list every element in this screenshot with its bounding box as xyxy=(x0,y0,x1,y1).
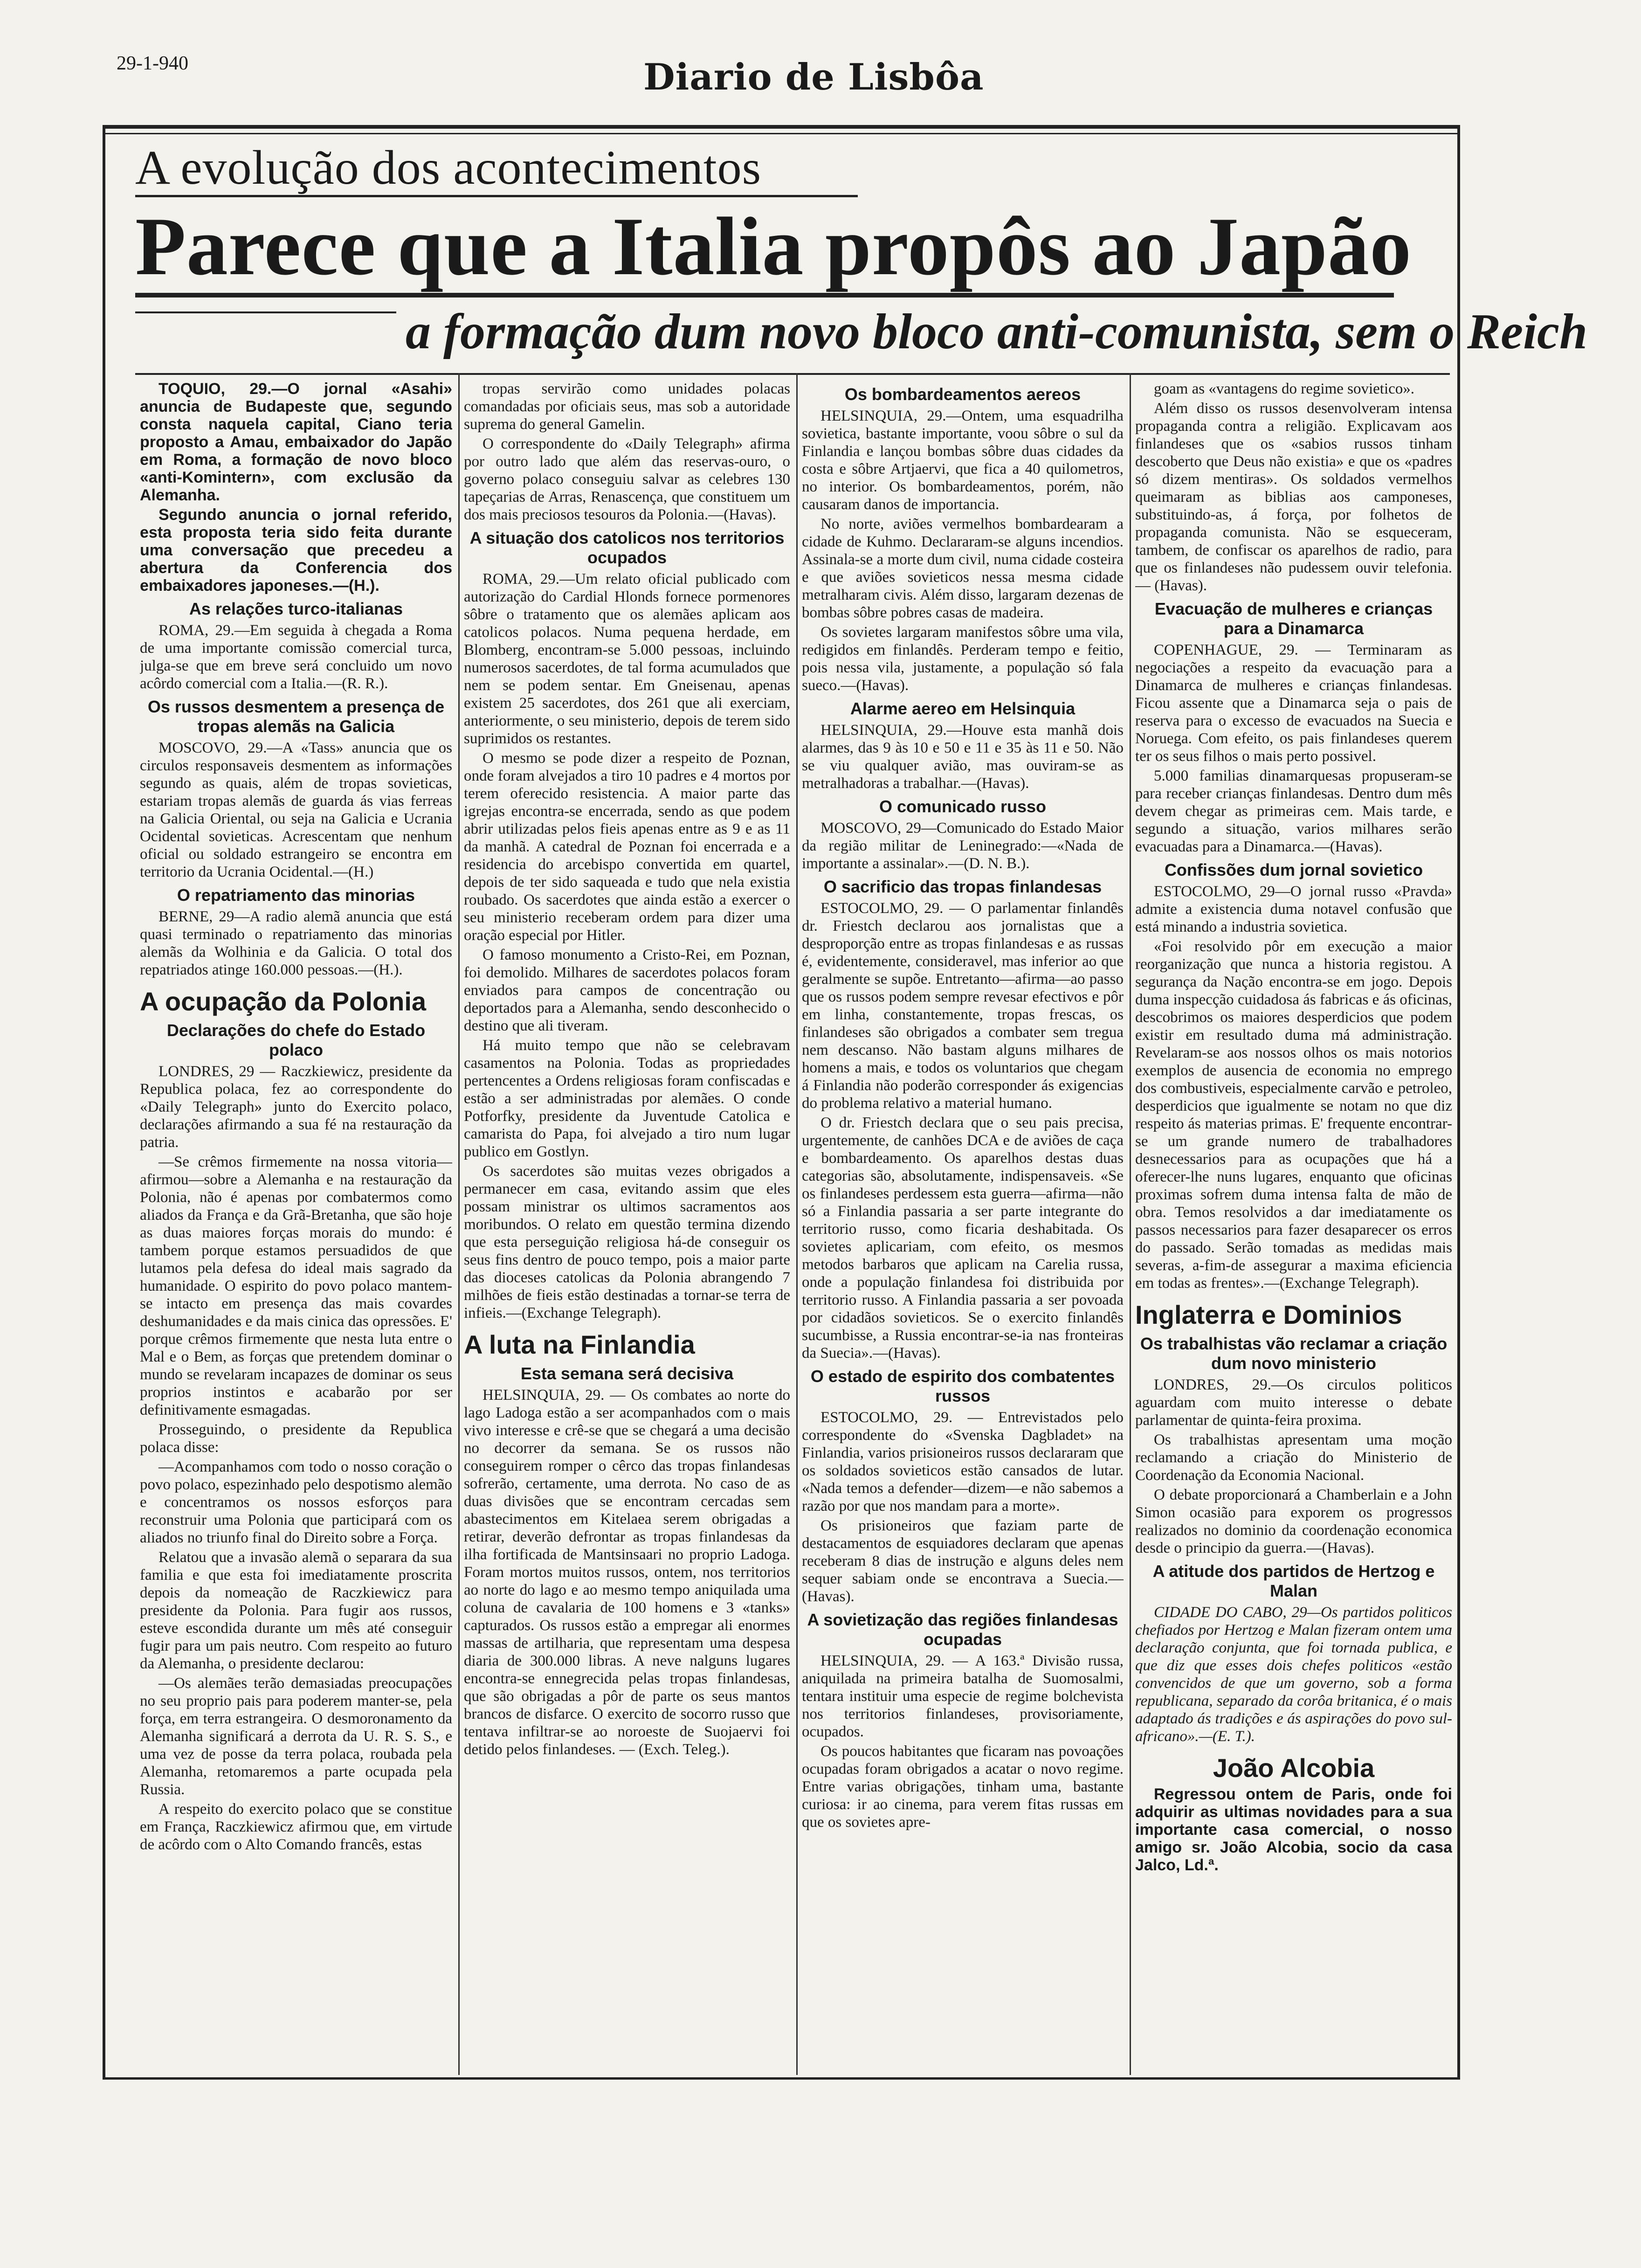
column-divider xyxy=(1130,373,1131,2075)
article-paragraph: Prosseguindo, o presidente da Republica polaca disse: xyxy=(140,1421,452,1456)
article-paragraph: HELSINQUIA, 29. — Os combates ao norte do lago Ladoga estão a ser acompanhados com o mais vivo interesse e crê-se que se chegará a uma decisão no decorrer da semana. Se os russos não conseguirem romper o cêrco das tropas finlandesas sofrerão, certamente, uma derrota. No caso de as duas divisões que se encontram cercadas sem abastecimentos em Kitelaea serem obrigadas a retirar, deverão defrontar as tropas finlandesas da ilha fortificada de Mantsinsaari no proprio Ladoga. Foram mortos muitos russos, ontem, nos territorios ao norte do lago e ao mesmo tempo aniquilada uma coluna de cavalaria de 100 homens e 3 «tanks» capturados. Os russos estão a empregar ali enormes massas de artilharia, que representam uma despesa diaria de 300.000 libras. A neve nalguns lugares encontra-se ennegrecida pelas tropas finlandesas, que são obrigadas a pôr de parte os seus mantos brancos de disfarce. O exercito de socorro russo que tentava infiltrar-se ao noroeste de Suojaervi foi detido pelos finlandeses. — (Exch. Teleg.). xyxy=(464,1387,790,1758)
section-heading: Confissões dum jornal sovietico xyxy=(1164,860,1423,879)
article-paragraph: COPENHAGUE, 29. — Terminaram as negociações a respeito da evacuação para a Dinamarca de mulheres e crianças finlandesas. Ficou assente que a Dinamarca seja o pais de reserva para o excesso de evacuados na Suecia e Noruega. Com efeito, os pais finlandeses querem ter os seus filhos o mais perto possivel. xyxy=(1135,642,1452,765)
section-heading: A situação dos catolicos nos territorios ocupados xyxy=(469,528,785,567)
article-paragraph: ROMA, 29.—Em seguida à chegada a Roma de uma importante comissão comercial turca, julga-se que em breve será concluido um novo acôrdo comercial com a Italia.—(R. R.). xyxy=(140,622,452,692)
headline-subtitle: a formação dum novo bloco anti-comunista, sem o Reich xyxy=(406,304,1588,360)
article-paragraph: HELSINQUIA, 29.—Ontem, uma esquadrilha sovietica, bastante importante, voou sôbre o sul da Finlandia e lançou bombas sôbre duas cidades da costa e sôbre Artjaervi, que fica a 40 quilometros, no interior. Os bombardeamentos, porém, não causaram danos de importancia. xyxy=(802,408,1124,513)
article-paragraph: LONDRES, 29 — Raczkiewicz, presidente da Republica polaca, fez ao correspondente do «Daily Telegraph» junto do Exercito polaco, declarações afirmando a sua fé na restauração da patria. xyxy=(140,1063,452,1151)
article-paragraph: Os sovietes largaram manifestos sôbre uma vila, redigidos em finlandês. Perderam tempo e feitio, pois nessa vila, justamente, a população só fala sueco.—(Havas). xyxy=(802,624,1124,694)
section-heading: A sovietização das regiões finlandesas ocupadas xyxy=(807,1610,1118,1649)
column-4 xyxy=(1135,380,1452,2077)
article-paragraph: —Se crêmos firmemente na nossa vitoria—afirmou—sobre a Alemanha e na restauração da Polonia, não é apenas por combatermos como aliados da França e da Grã-Bretanha, que são hoje as duas maiores forças morais do mundo: é tambem porque estamos persuadidos de que lutamos pela defesa do ideal mais sagrado da humanidade. O espirito do povo polaco mantem-se intacto em presença das mais covardes deshumanidades e da mais cinica das opressões. E' porque crêmos firmemente que nesta luta entre o Mal e o Bem, as forças que pretendem dominar o mundo se revelaram incapazes de dominar os seus proprios instintos e acabarão por ser definitivamente esmagadas. xyxy=(140,1154,452,1418)
article-paragraph: A respeito do exercito polaco que se constitue em França, Raczkiewicz afirmou que, em virtude de acôrdo com o Alto Comando francês, estas xyxy=(140,1801,452,1853)
article-paragraph: MOSCOVO, 29—Comunicado do Estado Maior da região militar de Leninegrado:—«Nada de importante a assinalar».—(D. N. B.). xyxy=(802,820,1124,872)
section-heading: A atitude dos partidos de Hertzog e Malan xyxy=(1152,1562,1435,1600)
article-paragraph: O debate proporcionará a Chamberlain e a John Simon ocasião para exporem os progressos realizados no dominio da coordenação economica desde o principio da guerra.—(Havas). xyxy=(1135,1487,1452,1556)
section-heading: Evacuação de mulheres e crianças para a Dinamarca xyxy=(1154,599,1433,638)
column-2 xyxy=(464,380,790,2077)
article-paragraph: O famoso monumento a Cristo-Rei, em Poznan, foi demolido. Milhares de sacerdotes polacos foram enviados para campos de concentração ou deportados para a Alemanha, sendo desconhecido o destino que ali tiveram. xyxy=(464,947,790,1034)
article-paragraph: Além disso os russos desenvolveram intensa propaganda contra a religião. Explicavam aos finlandeses que os «sabios russos tinham descoberto que Deus não existia» e que os «padres só dizem mentiras». Os soldados vermelhos queimaram as biblias aos camponeses, substituindo-as, á força, por folhetos de propaganda comunista. Não se esqueceram, tambem, de confiscar os aparelhos de radio, para que os finlandeses não pudessem ouvir telefonia. — (Havas). xyxy=(1135,400,1452,594)
section-title: Inglaterra e Dominios xyxy=(1135,1300,1402,1329)
section-heading: Os russos desmentem a presença de tropas alemãs na Galicia xyxy=(147,697,445,736)
article-paragraph: tropas servirão como unidades polacas comandadas por oficiais seus, mas sob a autoridade suprema do general Gamelin. xyxy=(464,380,790,433)
column-3 xyxy=(802,380,1124,2077)
bottom-rule xyxy=(103,2077,1460,2080)
section-heading: Alarme aereo em Helsinquia xyxy=(850,699,1076,718)
article-paragraph: O mesmo se pode dizer a respeito de Poznan, onde foram alvejados a tiro 10 padres e 4 mortos por terem oferecido resistencia. A maior parte das igrejas encontra-se encerrada, sendo as que podem abrir utilizadas pelos fieis apenas entre as 9 e as 11 da manhã. A catedral de Poznan foi encerrada e a residencia do arcebispo convertida em quartel, depois de ter sido saqueada e tudo que nela existia roubado. Os sacerdotes que ainda estão a exercer o seu ministerio receberam ordem para dizer uma oração especial por Hitler. xyxy=(464,750,790,944)
headline-rule xyxy=(135,293,1394,297)
article-paragraph: «Foi resolvido pôr em execução a maior reorganização que nunca a historia registou. A segurança da Nação encontra-se em jogo. Depois duma inspecção cuidadosa ás fabricas e ás oficinas, descobrimos os maiores desperdicios que podem existir em resultado duma má administração. Revelaram-se aos nossos olhos os mais notorios exemplos de ausencia de economia no emprego dos combustiveis, especialmente carvão e petroleo, desperdicios que igualmente se notam no que diz respeito ás materias primas. E' frequente encontrar-se um grande numero de trabalhadores desnecessarios para as ocupações que há a oferecer-lhe nuns lugares, enquanto que oficinas proximas sofrem duma intensa falta de mão de obra. Temos resolvidos a dar imediatamente os passos necessarios para fazer desaparecer os erros do passado. Serão tomadas as medidas mais severas, a-fim-de assegurar a maxima eficiencia em todas as frentes».—(Exchange Telegraph). xyxy=(1135,938,1452,1292)
kicker-rule xyxy=(135,195,858,197)
notice-paragraph: Regressou ontem de Paris, onde foi adquirir as ultimas novidades para a sua importante casa comercial, o nosso amigo sr. João Alcobia, socio da casa Jalco, Ld.ª. xyxy=(1135,1785,1452,1874)
article-paragraph: ESTOCOLMO, 29—O jornal russo «Pravda» admite a existencia duma notavel confusão que está minando a industria sovietica. xyxy=(1135,883,1452,935)
section-heading: O sacrificio das tropas finlandesas xyxy=(823,877,1102,896)
section-heading: O estado de espirito dos combatentes russos xyxy=(810,1367,1115,1405)
subheadline-rule-left xyxy=(135,311,396,313)
article-paragraph: ROMA, 29.—Um relato oficial publicado com autorização do Cardial Hlonds fornece pormenores sôbre o tratamento que os alemães aplicam aos catolicos polacos. Numa pequena herdade, em Blomberg, encontram-se 5.000 pessoas, incluindo numerosos sacerdotes, de tal forma acumulados que nem se podem sentar. Em Gneisenau, apenas existem 25 sacerdotes, dos 261 que ali exerciam, anteriormente, o seu ministerio, depois de terem sido suprimidos os restantes. xyxy=(464,571,790,747)
section-heading: O comunicado russo xyxy=(879,797,1047,816)
subheadline-rule-bottom xyxy=(135,373,1450,375)
section-heading: Os bombardeamentos aereos xyxy=(844,385,1081,404)
article-paragraph: 5.000 familias dinamarquesas propuseram-se para receber crianças finlandesas. Dentro dum mês devem chegar as primeiras cem. Mais tarde, e segundo a situação, varios milhares serão evacuadas para a Dinamarca.—(Havas). xyxy=(1135,768,1452,855)
article-paragraph: Os trabalhistas apresentam uma moção reclamando a criação do Ministerio de Coordenação da Economia Nacional. xyxy=(1135,1431,1452,1484)
article-paragraph: HELSINQUIA, 29. — A 163.ª Divisão russa, aniquilada na primeira batalha de Suomosalmi, tentara instituir uma especie de regime bolchevista nos territorios finlandeses, provisoriamente, ocupados. xyxy=(802,1653,1124,1740)
section-heading: O repatriamento das minorias xyxy=(177,885,415,905)
headline-title: Parece que a Italia propôs ao Japão xyxy=(135,200,1412,292)
article-paragraph: BERNE, 29—A radio alemã anuncia que está quasi terminado o repatriamento das minorias alemãs da Wolhinia e da Galicia. O total dos repatriados atinge 160.000 pessoas.—(H.). xyxy=(140,908,452,978)
article-paragraph: No norte, aviões vermelhos bombardearam a cidade de Kuhmo. Declararam-se alguns incendios. Assinala-se a morte dum civil, numa cidade costeira e que aviões sovieticos nessa mesma cidade metralharam civis. Além disso, largaram dezenas de bombas sôbre pobres casas de madeira. xyxy=(802,516,1124,621)
article-paragraph: ESTOCOLMO, 29. — Entrevistados pelo correspondente do «Svenska Dagbladet» na Finlandia, varios prisioneiros russos declararam que os soldados sovieticos estão cansados de lutar. «Nada temos a defender—dizem—e não sabemos a razão por que nos mandam para a morte». xyxy=(802,1409,1124,1514)
column-1 xyxy=(140,380,452,2077)
article-paragraph: MOSCOVO, 29.—A «Tass» anuncia que os circulos responsaveis desmentem as informações segundo as quais, além de tropas sovieticas, estariam tropas alemãs de guarda ás vias ferreas na Galicia Oriental, ou seja na Galicia e Ucrania Ocidental sovieticas. Acrescentam que nenhum oficial ou soldado estrangeiro se encontra em territorio da Ucrania Ocidental.—(H.) xyxy=(140,740,452,880)
article-paragraph: —Os alemães terão demasiadas preocupações no seu proprio pais para poderem manter-se, pela força, em terra estrangeira. O desmoronamento da Alemanha significará a derrota da U. R. S. S., e uma vez de posse da terra polaca, roubada pela Alemanha, retomaremos a parte ocupada pela Russia. xyxy=(140,1675,452,1798)
article-paragraph: ESTOCOLMO, 29. — O parlamentar finlandês dr. Friestch declarou aos jornalistas que a desproporção entre as tropas finlandesas e as russas é, evidentemente, consideravel, mas inferior ao que geralmente se supõe. Entretanto—afirma—ao passo que os russos podem sempre revesar efectivos e pôr em linha, constantemente, tropas frescas, os finlandeses são obrigados a combater sem tregua nem descanso. Não bastam alguns milhares de homens a mais, e todos os voluntarios que chegam á Finlandia não poderão corresponder ás exigencias do problema relativo a material humano. xyxy=(802,900,1124,1112)
masthead: Diario de Lisbôa xyxy=(643,56,984,98)
section-title: A luta na Finlandia xyxy=(464,1330,695,1359)
section-title: João Alcobia xyxy=(1213,1753,1375,1783)
article-paragraph: —Acompanhamos com todo o nosso coração o povo polaco, espezinhado pelo despotismo alemão e concentramos os nossos esforços para reconstruir uma Polonia que participará com os aliados no triunfo final do Direito sobre a Força. xyxy=(140,1459,452,1546)
section-subtitle: Declarações do chefe do Estado polaco xyxy=(166,1021,426,1059)
column-divider xyxy=(796,373,798,2075)
section-title: A ocupação da Polonia xyxy=(140,987,427,1016)
section-heading: As relações turco-italianas xyxy=(189,599,403,618)
article-paragraph: Os prisioneiros que faziam parte de destacamentos de esquiadores declaram que apenas receberam 8 dias de instrução e alguns deles nem sequer sabiam onde se encontrava a Suecia.—(Havas). xyxy=(802,1517,1124,1605)
article-paragraph: goam as «vantagens do regime sovietico». xyxy=(1154,380,1415,397)
article-paragraph: HELSINQUIA, 29.—Houve esta manhã dois alarmes, das 9 às 10 e 50 e 11 e 35 às 11 e 50. Não se viu qualquer avião, mas ouviram-se as metralhadoras a trabalhar.—(Havas). xyxy=(802,722,1124,792)
article-paragraph: O dr. Friestch declara que o seu pais precisa, urgentemente, de canhões DCA e de aviões de caça e bombardeamento. Os aparelhos destas duas categorias são, absolutamente, indispensaveis. «Se os finlandeses perdessem esta guerra—afirma—não só a Finlandia passaria a ser parte integrante do territorio russo, como ficaria deshabitada. Os sovietes aplicariam, com efeito, os mesmos metodos barbaros que aplicam na Carelia russa, onde a população finlandesa foi distribuida por territorio russo. A Finlandia passaria a ser povoada por cidadãos sovieticos. Se o exercito finlandês sucumbisse, a Russia encontrar-se-ia nas fronteiras da Suecia».—(Havas). xyxy=(802,1114,1124,1362)
lead-paragraph-2: Segundo anuncia o jornal referido, esta proposta teria sido feita durante uma conversação que precedeu a abertura da Conferencia dos embaixadores japoneses.—(H.). xyxy=(140,506,452,595)
article-paragraph: O correspondente do «Daily Telegraph» afirma por outro lado que além das reservas-ouro, o governo polaco conseguiu salvar as celebres 130 tapeçarias de Arras, Renascença, que constituem um dos mais preciosos tesouros da Polonia.—(Havas). xyxy=(464,436,790,523)
headline-kicker: A evolução dos acontecimentos xyxy=(135,141,762,194)
lead-paragraph: TOQUIO, 29.—O jornal «Asahi» anuncia de Budapeste que, segundo consta naquela capital, Ciano teria proposto a Amau, embaixador do Japão em Roma, a formação de novo bloco «anti-Komintern», com exclusão da Alemanha. xyxy=(140,380,452,504)
section-subtitle: Os trabalhistas vão reclamar a criação dum novo ministerio xyxy=(1140,1334,1448,1373)
column-divider xyxy=(458,373,460,2075)
article-paragraph: Há muito tempo que não se celebravam casamentos na Polonia. Todas as propriedades pertencentes a Ordens religiosas foram confiscadas e estão a ser administradas por alemães. O conde Potforfky, presidente da Juventude Catolica e camarista do Papa, foi alvejado a tiro num lugar publico em Gostlyn. xyxy=(464,1037,790,1160)
article-paragraph: LONDRES, 29.—Os circulos politicos aguardam com muito interesse o debate parlamentar de quinta-feira proxima. xyxy=(1135,1376,1452,1429)
section-subtitle: Esta semana será decisiva xyxy=(520,1364,734,1383)
page-date: 29-1-940 xyxy=(117,53,188,74)
article-paragraph: Os sacerdotes são muitas vezes obrigados a permanecer em casa, evitando assim que eles possam ministrar os ultimos sacramentos aos moribundos. O relato em questão termina dizendo que esta perseguição religiosa há-de conseguir os seus fins dentro de pouco tempo, pois a maior parte das dioceses catolicas da Polonia abrangendo 7 milhões de fieis estão destinadas a tornar-se terra de infieis.—(Exchange Telegraph). xyxy=(464,1163,790,1321)
article-paragraph: Relatou que a invasão alemã o separara da sua familia e que esta foi imediatamente proscrita depois da nomeação de Raczkiewicz para presidente da Polonia. Para fugir aos russos, esteve escondida durante um mês até conseguir fugir para um pais neutro. Com respeito ao futuro da Alemanha, o presidente declarou: xyxy=(140,1549,452,1672)
article-paragraph: Os poucos habitantes que ficaram nas povoações ocupadas foram obrigados a acatar o novo regime. Entre varias obrigações, tinham uma, bastante curiosa: ir ao cinema, para verem fitas russas em que os sovietes apre- xyxy=(802,1743,1124,1831)
article-paragraph: CIDADE DO CABO, 29—Os partidos politicos chefiados por Hertzog e Malan fizeram ontem uma declaração conjunta, que foi tornada publica, e que diz que esses dois chefes politicos «estão convencidos de que um governo, sob a forma republicana, separado da corôa britanica, é o mais adaptado ás tradições e ás aspirações do povo sul-africano».—(E. T.). xyxy=(1135,1604,1452,1745)
